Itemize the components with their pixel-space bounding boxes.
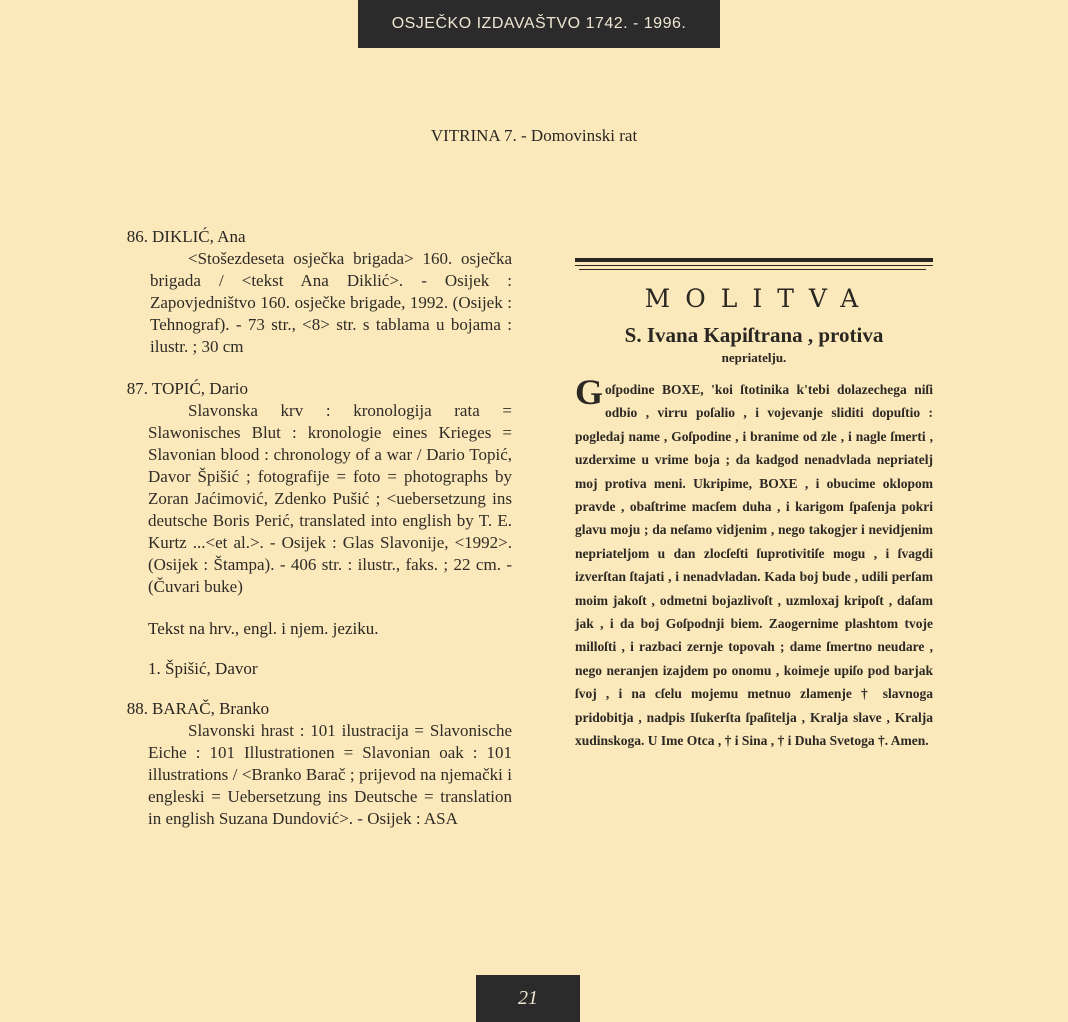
drop-cap: G: [575, 372, 604, 412]
entry-heading: [112, 698, 512, 720]
entry-number: 86.: [126, 227, 148, 246]
entry-heading: [112, 226, 512, 248]
catalog-entry: [112, 378, 512, 598]
catalog-entries: [112, 226, 512, 850]
running-header: OSJEČKO IZDAVAŠTVO 1742. - 1996.: [358, 0, 720, 48]
prayer-title: MOLITVA: [644, 284, 874, 313]
prayer-text: [575, 372, 933, 753]
entry-author: BARAČ, Branko: [152, 699, 270, 718]
entry-description: Slavonska krv : kronologija rata = Slawonisches Blut : kronologie eines Krieges = Slavonian blood : chronology of a war / Dario Topić, Davor Špišić ; fotografije = foto = photographs by Zoran Jaćimović, Zdenko Pušić ; <uebersetzung ins deutsche Boris Perić, translated into english by T. E. Kurtz ...<et al.>. - Osijek : Glas Slavonije, <1992>. (Osijek : Štampa). - 406 str. : ilustr., faks. ; 22 cm. - (Čuvari buke): [148, 401, 512, 596]
entry-added-author: 1. Špišić, Davor: [148, 659, 258, 678]
catalog-entry: [112, 226, 512, 358]
entry-author: TOPIĆ, Dario: [152, 379, 249, 398]
catalog-entry: [112, 698, 512, 830]
top-rule-thin: [575, 265, 933, 266]
entry-author: DIKLIĆ, Ana: [152, 227, 246, 246]
prayer-subtitle: S. Ivana Kapiſtrana , protiva: [624, 323, 884, 347]
prayer-body: oſpodine BOXE, 'koi ſtotinika k'tebi dolazechega niſi odbio , virru poſalio , i vojevanje sliditi dopuſtio : pogledaj name , Goſpodine , i branime od zle , i nagle ſmerti , uzderxime u vrime boja ; da kadgod nenadvlada nepriatelj moj protiva meni. Ukripime, BOXE , i obucime oklopom pravde , obaſtrime macſem duha , i karigom ſpaſenja pokri glavu moju ; da neſamo vidjenim , nego takogjer i nevidjenim nepriateljom u dan zlocſeſti ſuprotivitiſe mogu , i ſvagdi izverſtan ſtajati , i nenadvladan. Kada boj bude , udili perſam moim jakoſt , odmetni bojazlivoſt , uzmloxaj kripoſt , daſam jak , i da boj Goſpodnji biem. Zaogernime plashtom tvoje milloſti , i razbaci zernje topovah ; dame ſmertno neudare , nego neranjen izajdem po onomu , koimeje upiſo pod barjak ſvoj , i na cſelu mojemu metnuo zlamenje † slavnoga pridobitja , nadpis Iſukerſta ſpaſitelja , Kralja slave , Kralja xudinskoga. U Ime Otca , † i Sina , † i Duha Svetoga †. Amen.: [575, 382, 933, 749]
entry-description: Slavonski hrast : 101 ilustracija = Slavonische Eiche : 101 Illustrationen = Slavonian oak : 101 illustrations / <Branko Barač ; prijevod na njemački i engleski = Uebersetzung ins Deutsche = translation in english Suzana Dundović>. - Osijek : ASA: [148, 721, 512, 828]
top-rule: [575, 258, 933, 262]
top-rule-thin-second: [579, 269, 926, 270]
prayer-subtitle-second-line: nepriatelju.: [721, 350, 787, 365]
entry-description: <Stošezdeseta osječka brigada> 160. osječka brigada / <tekst Ana Diklić>. - Osijek : Zapovjedništvo 160. osječke brigade, 1992. (Osijek : Tehnograf). - 73 str., <8> str. s tablama u bojama : ilustr. ; 30 cm: [150, 249, 512, 356]
prayer-facsimile: [575, 258, 933, 753]
entry-heading: [112, 378, 512, 400]
entry-language-note: Tekst na hrv., engl. i njem. jeziku.: [148, 619, 379, 638]
page-number: 21: [476, 975, 580, 1022]
entry-number: 87.: [126, 379, 148, 398]
entry-number: 88.: [126, 699, 148, 718]
section-title: VITRINA 7. - Domovinski rat: [430, 126, 638, 145]
